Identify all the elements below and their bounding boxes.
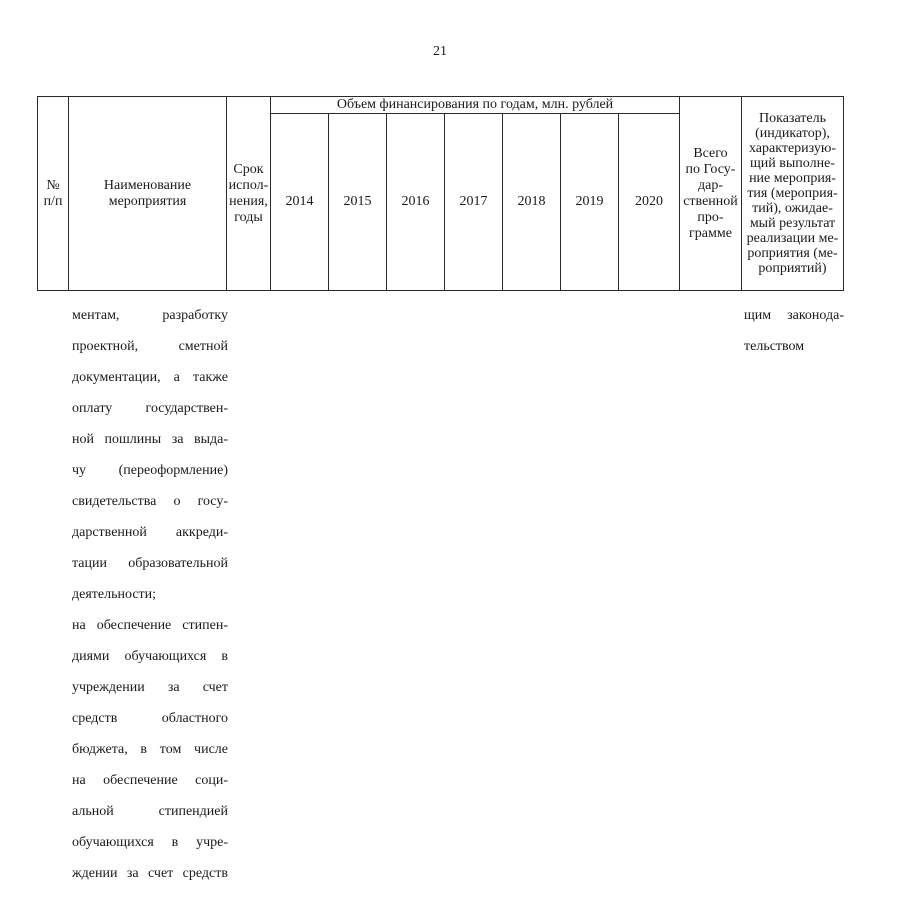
year-2017-header: 2017 (445, 114, 503, 291)
text-line: ментам, разработку (72, 307, 228, 323)
text-line: деятельности; (72, 586, 157, 602)
text-line: свидетельства о госу- (72, 493, 228, 509)
text-line: тельством (744, 338, 805, 354)
text-line: тации образовательной (72, 555, 228, 571)
text-line: обучающихся в учре- (72, 834, 228, 850)
text-line: проектной, сметной (72, 338, 228, 354)
column-number-header: № п/п (38, 97, 69, 291)
year-2014-header: 2014 (271, 114, 329, 291)
activity-name-continuation (72, 292, 228, 897)
text-line: бюджета, в том числе (72, 741, 228, 757)
text-line: альной стипендией (72, 803, 228, 819)
text-line: щим законода- (744, 307, 844, 323)
text-line: на обеспечение стипен- (72, 617, 228, 633)
text-line: оплату государствен- (72, 400, 228, 416)
column-indicator-header: Показатель (индикатор), характеризую- щий выполне- ние мероприя- тия (мероприя- тий), ожидае- мый результат реализации ме- роприятия (ме- роприятий) (742, 97, 844, 291)
text-line: документации, а также (72, 369, 228, 385)
column-name-header: Наименование мероприятия (69, 97, 227, 291)
year-2019-header: 2019 (561, 114, 619, 291)
year-2016-header: 2016 (387, 114, 445, 291)
text-line: учреждении за счет (72, 679, 228, 695)
text-line: на обеспечение соци- (72, 772, 228, 788)
text-line: ждении за счет средств (72, 865, 228, 881)
text-line: диями обучающихся в (72, 648, 228, 664)
text-line: средств областного (72, 710, 228, 726)
text-line: чу (переоформление) (72, 462, 228, 478)
year-2020-header: 2020 (619, 114, 680, 291)
year-2015-header: 2015 (329, 114, 387, 291)
text-line: дарственной аккреди- (72, 524, 228, 540)
page-number: 21 (433, 44, 447, 59)
program-table-header (37, 96, 844, 291)
column-term-header: Срок испол- нения, годы (227, 97, 271, 291)
funding-group-header: Объем финансирования по годам, млн. рублей (271, 97, 680, 114)
column-total-header: Всего по Госу- дар- ственной про- грамме (680, 97, 742, 291)
indicator-continuation (744, 292, 844, 370)
text-line: ной пошлины за выда- (72, 431, 228, 447)
year-2018-header: 2018 (503, 114, 561, 291)
